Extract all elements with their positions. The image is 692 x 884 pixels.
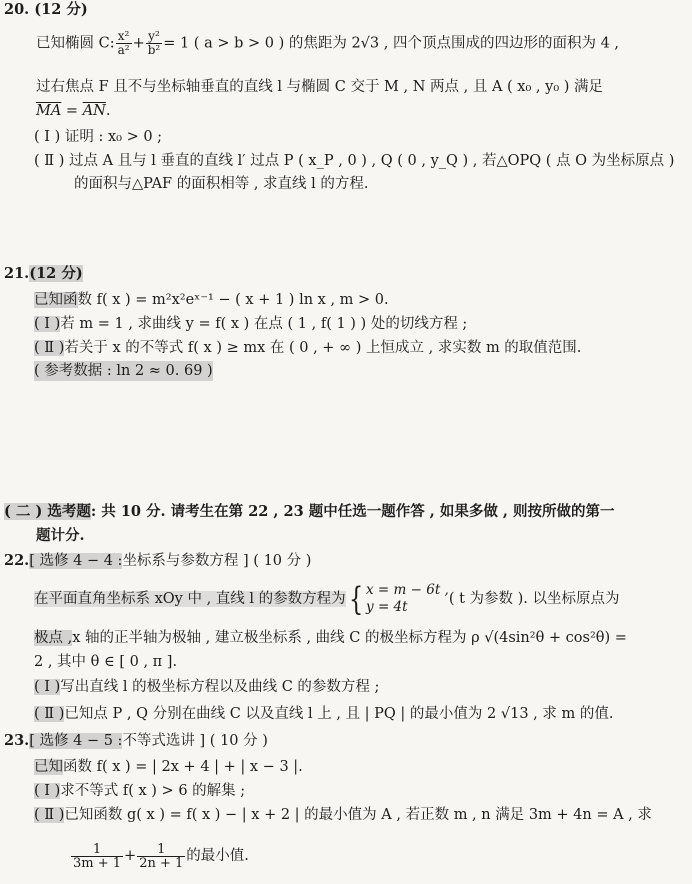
frac-denominator: b² <box>147 43 161 57</box>
q22-title-highlight: [ 选修 4 − 4 : <box>29 553 123 569</box>
q23-fraction-end: 的最小值. <box>186 848 249 864</box>
period: . <box>105 103 111 119</box>
system-eq2: y = 4t <box>366 599 408 615</box>
fraction-1-over-2n-plus-1 <box>137 843 185 870</box>
section2-instructions: : 共 10 分. 请考生在第 22 , 23 题中任选一题作答 , 如果多做 , 则按所做的第一 <box>90 503 615 520</box>
q21-line1-highlight: 已知函 <box>34 292 78 308</box>
q22-part2 <box>34 704 613 724</box>
section2-line1 <box>4 502 615 522</box>
q23-line1-highlight: 已知 <box>34 759 63 775</box>
frac-denominator: a² <box>117 43 130 57</box>
section2-label: ( 二 ) 选考题 <box>4 503 91 520</box>
q21-header <box>4 264 83 284</box>
q20-fraction-x <box>116 30 132 57</box>
q23-title-highlight: [ 选修 4 − 5 : <box>29 733 123 749</box>
q22-number: 22. <box>4 552 30 569</box>
q20-header: 20. (12 分) <box>4 1 88 18</box>
part-marker: ( Ⅱ ) <box>34 807 65 823</box>
q21-line1-rest: 数 f( x ) = m²x²eˣ⁻¹ − ( x + 1 ) ln x , m > 0. <box>77 292 389 308</box>
section2-line2: 题计分. <box>36 527 85 544</box>
q23-header <box>4 731 268 751</box>
part-marker: ( Ⅰ ) <box>34 316 61 332</box>
q21-line1 <box>34 290 389 310</box>
q23-line1-rest: 函数 f( x ) = | 2x + 4 | + | x − 3 |. <box>63 759 303 775</box>
fraction-1-over-3m-plus-1 <box>71 843 123 870</box>
q20-line3 <box>36 101 110 121</box>
plus-sign: + <box>124 848 137 864</box>
q22-line2 <box>34 628 627 648</box>
system-eq1: x = m − 6t , <box>366 582 449 598</box>
q22-line2-highlight: 极点 , <box>34 630 73 646</box>
frac-denominator: 2n + 1 <box>139 855 184 871</box>
q20-fraction-y <box>146 30 163 57</box>
q21-number: 21. <box>4 265 30 282</box>
vector-ma: $\overline{MA}$ <box>36 103 62 119</box>
q23-title: 不等式选讲 ] ( 10 分 ) <box>122 733 268 749</box>
q20-part1: ( Ⅰ ) 证明 : x₀ > 0 ; <box>34 129 163 145</box>
q20-line1-end: = 1 ( a > b > 0 ) 的焦距为 2√3 , 四个顶点围成的四边形的面积为 4 , <box>163 35 620 52</box>
left-brace: { <box>348 580 363 618</box>
q23-part1 <box>34 781 245 801</box>
q22-title: 坐标系与参数方程 ] ( 10 分 ) <box>122 553 312 569</box>
part-marker: ( Ⅱ ) <box>34 706 65 722</box>
q20-line1-start: 已知椭圆 C: <box>36 35 115 52</box>
q23-number: 23. <box>4 732 30 749</box>
q22-line2-rest: x 轴的正半轴为极轴 , 建立极坐标系 , 曲线 C 的极坐标方程为 ρ √(4sin²θ + cos²θ) = <box>72 630 627 646</box>
plus-sign: + <box>132 35 145 52</box>
frac-numerator: 1 <box>137 843 185 857</box>
q22-line1 <box>34 577 620 621</box>
q21-part2-text: 若关于 x 的不等式 f( x ) ≥ mx 在 ( 0 , + ∞ ) 上恒成立 , 求实数 m 的取值范围. <box>64 340 582 356</box>
q23-part1-text: 求不等式 f( x ) > 6 的解集 ; <box>60 783 246 799</box>
q22-line1-text: 在平面直角坐标系 xOy 中 , 直线 l 的参数方程为 <box>34 591 346 607</box>
q21-part2 <box>34 338 581 358</box>
frac-numerator: 1 <box>71 843 123 857</box>
q20-part2: ( Ⅱ ) 过点 A 且与 l 垂直的直线 l′ 过点 P ( x_P , 0 ) , Q ( 0 , y_Q ) , 若△OPQ ( 点 O 为坐标原点 ) <box>34 153 675 169</box>
q22-part1 <box>34 677 379 697</box>
q21-part1-text: 若 m = 1 , 求曲线 y = f( x ) 在点 ( 1 , f( 1 ) ) 处的切线方程 ; <box>60 316 468 332</box>
vector-an: $\overline{AN}$ <box>82 103 106 119</box>
part-marker: ( Ⅰ ) <box>34 679 61 695</box>
q22-part2-text: 已知点 P , Q 分别在曲线 C 以及直线 l 上 , 且 | PQ | 的最小值为 2 √13 , 求 m 的值. <box>64 706 614 722</box>
q21-reference-data: ( 参考数据 : ln 2 ≈ 0. 69 ) <box>34 363 213 379</box>
q22-header <box>4 551 311 571</box>
part-marker: ( Ⅰ ) <box>34 783 61 799</box>
q23-part2 <box>34 805 652 825</box>
parametric-system <box>366 582 449 616</box>
equals-sign: = <box>61 103 83 119</box>
frac-numerator: y² <box>146 30 163 44</box>
frac-denominator: 3m + 1 <box>73 855 122 871</box>
q21-part1 <box>34 314 467 334</box>
q22-line1-end: ( t 为参数 ). 以坐标原点为 <box>448 591 620 607</box>
q22-part1-text: 写出直线 l 的极坐标方程以及曲线 C 的参数方程 ; <box>60 679 380 695</box>
q20-line2: 过右焦点 F 且不与坐标轴垂直的直线 l 与椭圆 C 交于 M , N 两点 , 且 A ( x₀ , y₀ ) 满足 <box>36 79 604 95</box>
q23-line1 <box>34 757 303 777</box>
part-marker: ( Ⅱ ) <box>34 340 65 356</box>
q20-line1 <box>36 30 619 57</box>
q23-part2-text: 已知函数 g( x ) = f( x ) − | x + 2 | 的最小值为 A , 若正数 m , n 满足 3m + 4n = A , 求 <box>64 807 652 823</box>
q20-part2-cont: 的面积与△PAF 的面积相等 , 求直线 l 的方程. <box>74 176 369 192</box>
q22-line3: 2 , 其中 θ ∈ [ 0 , π ]. <box>34 654 178 670</box>
q23-fraction-line <box>70 836 249 876</box>
frac-numerator: x² <box>116 30 132 44</box>
q21-score: (12 分) <box>29 265 83 282</box>
